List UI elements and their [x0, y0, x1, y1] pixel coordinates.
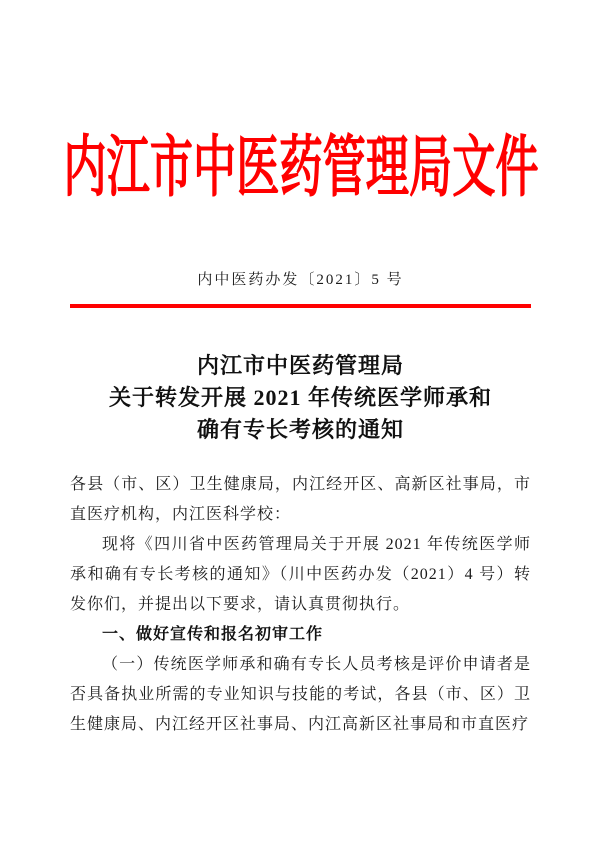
- document-body: [70, 470, 531, 740]
- document-title-line-1: 内江市中医药管理局: [196, 353, 404, 378]
- agency-masthead: 内江市中医药管理局文件: [62, 130, 539, 205]
- document-title: [0, 350, 601, 446]
- salutation-line: 各县（市、区）卫生健康局，内江经开区、高新区社事局，市直医疗机构，内江医科学校：: [70, 476, 531, 523]
- document-title-line-2: 关于转发开展 2021 年传统医学师承和: [108, 385, 492, 410]
- document-title-line-3: 确有专长考核的通知: [196, 417, 404, 442]
- section-1-heading: 一、做好宣传和报名初审工作: [102, 626, 324, 643]
- section-1-paragraph-1: （一）传统医学师承和确有专长人员考核是评价申请者是否具备执业所需的专业知识与技能的考试，各县（市、区）卫生健康局、内江经开区社事局、内江高新区社事局和市直医疗: [70, 656, 531, 733]
- red-divider-rule: [70, 304, 531, 308]
- intro-paragraph: 现将《四川省中医药管理局关于开展 2021 年传统医学师承和确有专长考核的通知》（川中医药办发（2021）4 号）转发你们，并提出以下要求，请认真贯彻执行。: [70, 536, 531, 613]
- document-reference-number: 内中医药办发〔2021〕5 号: [197, 272, 404, 288]
